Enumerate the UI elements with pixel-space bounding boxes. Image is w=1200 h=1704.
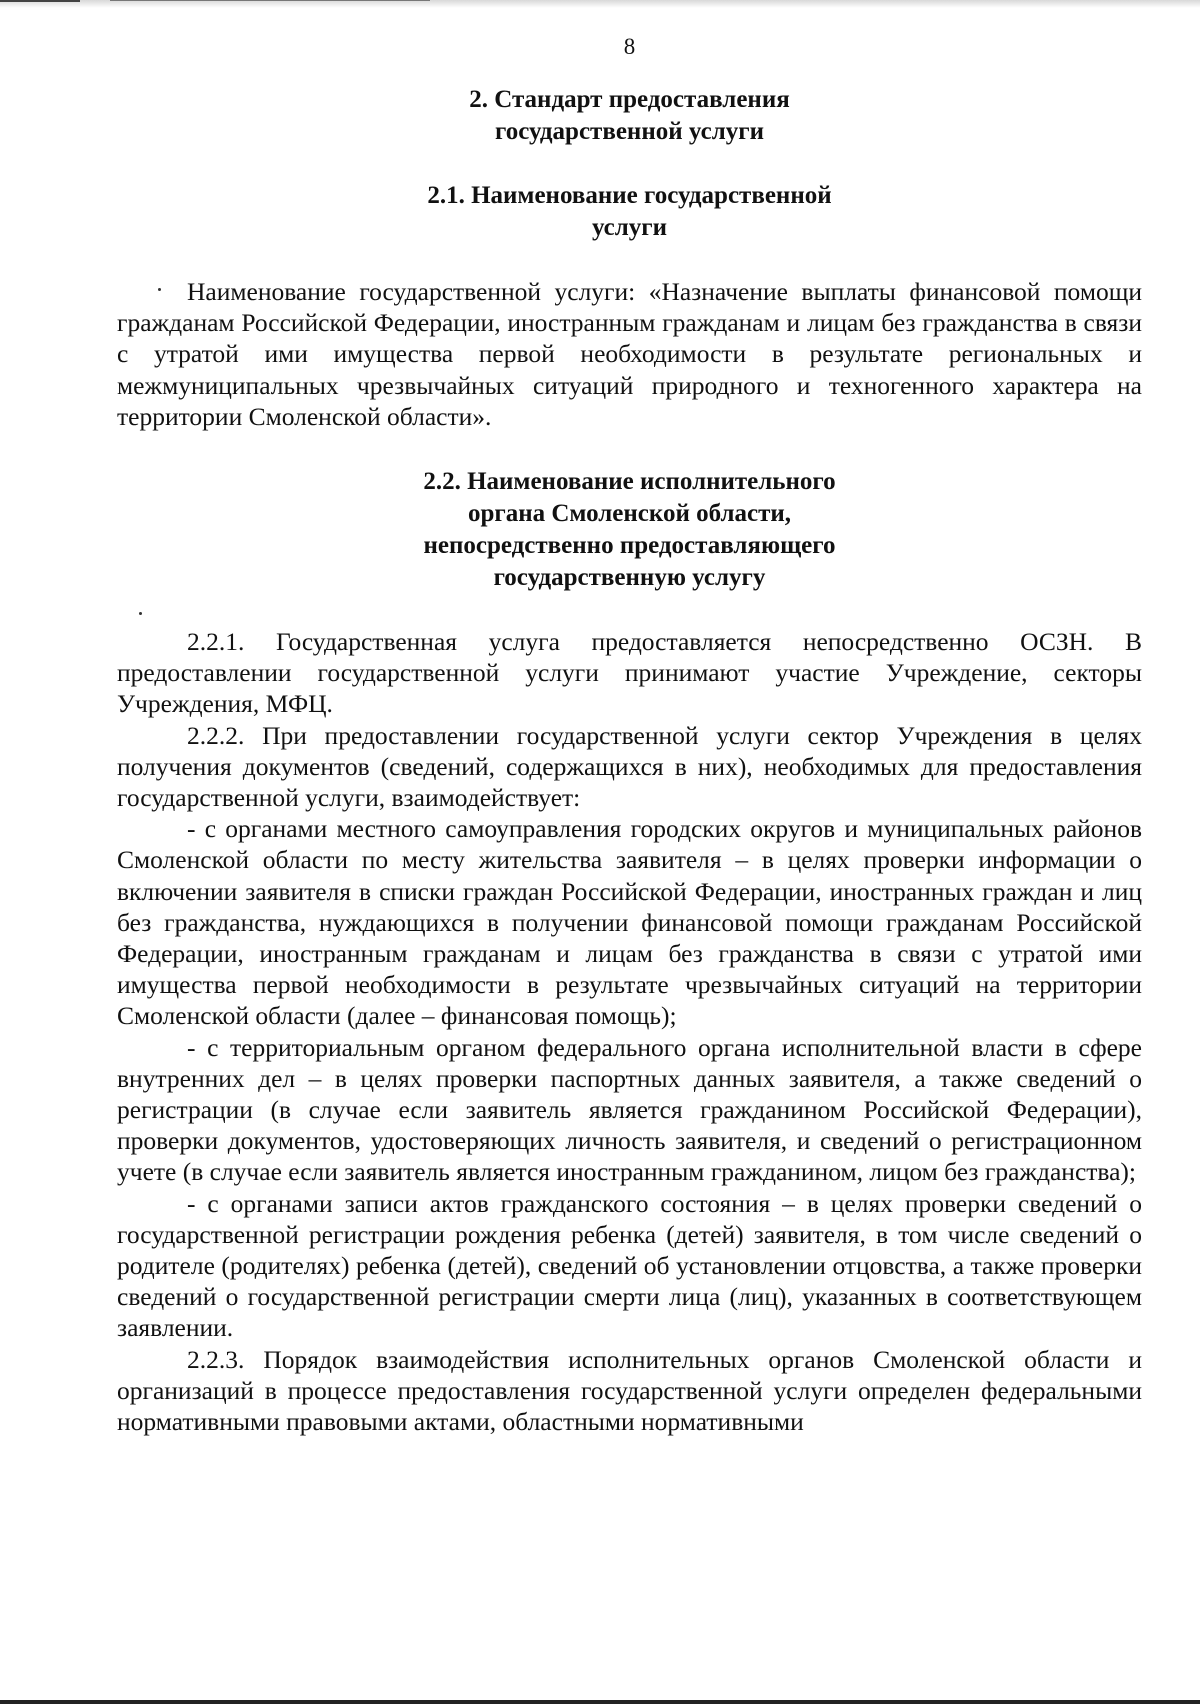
scan-speck [158,288,161,291]
scan-bottom-edge [0,1700,1200,1704]
list-item-civil-registry: - с органами записи актов гражданского состояния – в целях проверки сведений о государственной регистрации рождения ребенка (детей) заявителя, в том числе сведений о родителе (родителях) ребенка (детей), сведений об установлении отцовства, а также проверки сведений о государственной регистрации смерти лица (лиц), указанных в соответствующем заявлении. [117,1188,1142,1343]
list-item-local-government: - с органами местного самоуправления городских округов и муниципальных районов Смоленской области по месту жительства заявителя – в целях проверки информации о включении заявителя в списки граждан Российской Федерации, иностранных граждан и лиц без гражданства, нуждающихся в получении финансовой помощи гражданам Российской Федерации, иностранным гражданам и лицам без гражданства в связи с утратой ими имущества первой необходимости в результате чрезвычайных ситуаций на территории Смоленской области (далее – финансовая помощь); [117,814,1142,1031]
paragraph-2-2-1: 2.2.1. Государственная услуга предоставляется непосредственно ОСЗН. В предоставлении государственной услуги принимают участие Учреждение, секторы Учреждения, МФЦ. [117,627,1142,719]
service-name-paragraph: Наименование государственной услуги: «Назначение выплаты финансовой помощи гражданам Российской Федерации, иностранным гражданам и лицам без гражданства в связи с утратой ими имущества первой необходимости в результате региональных и межмуниципальных чрезвычайных ситуаций природного и техногенного характера на территории Смоленской области». [117,277,1142,431]
paragraph-2-2-2: 2.2.2. При предоставлении государственной услуги сектор Учреждения в целях получения документов (сведений, содержащихся в них), необходимых для предоставления государственной услуги, взаимодействует: [117,720,1142,813]
scan-top-edge [0,0,1200,8]
list-item-internal-affairs: - с территориальным органом федерального органа исполнительной власти в сфере внутренних дел – в целях проверки паспортных данных заявителя, а также сведений о регистрации (в случае если заявитель является гражданином Российской Федерации), проверки документов, удостоверяющих личность заявителя, и сведений о регистрационном учете (в случае если заявитель является иностранным гражданином, лицом без гражданства); [117,1032,1142,1187]
scan-speck [139,612,142,615]
section-heading-executive-body: 2.2. Наименование исполнительного органа Смоленской области, непосредственно предоставляющего государственную услугу [423,468,836,592]
section-heading-service-name: 2.1. Наименование государственной услуги [427,182,832,241]
document-page [117,30,1142,1437]
section-heading-standard: 2. Стандарт предоставления государственной услуги [469,86,790,145]
page-number: 8 [623,34,636,59]
paragraph-2-2-3: 2.2.3. Порядок взаимодействия исполнительных органов Смоленской области и организаций в процессе предоставления государственной услуги определен федеральными нормативными правовыми актами, областными нормативными [117,1344,1142,1437]
